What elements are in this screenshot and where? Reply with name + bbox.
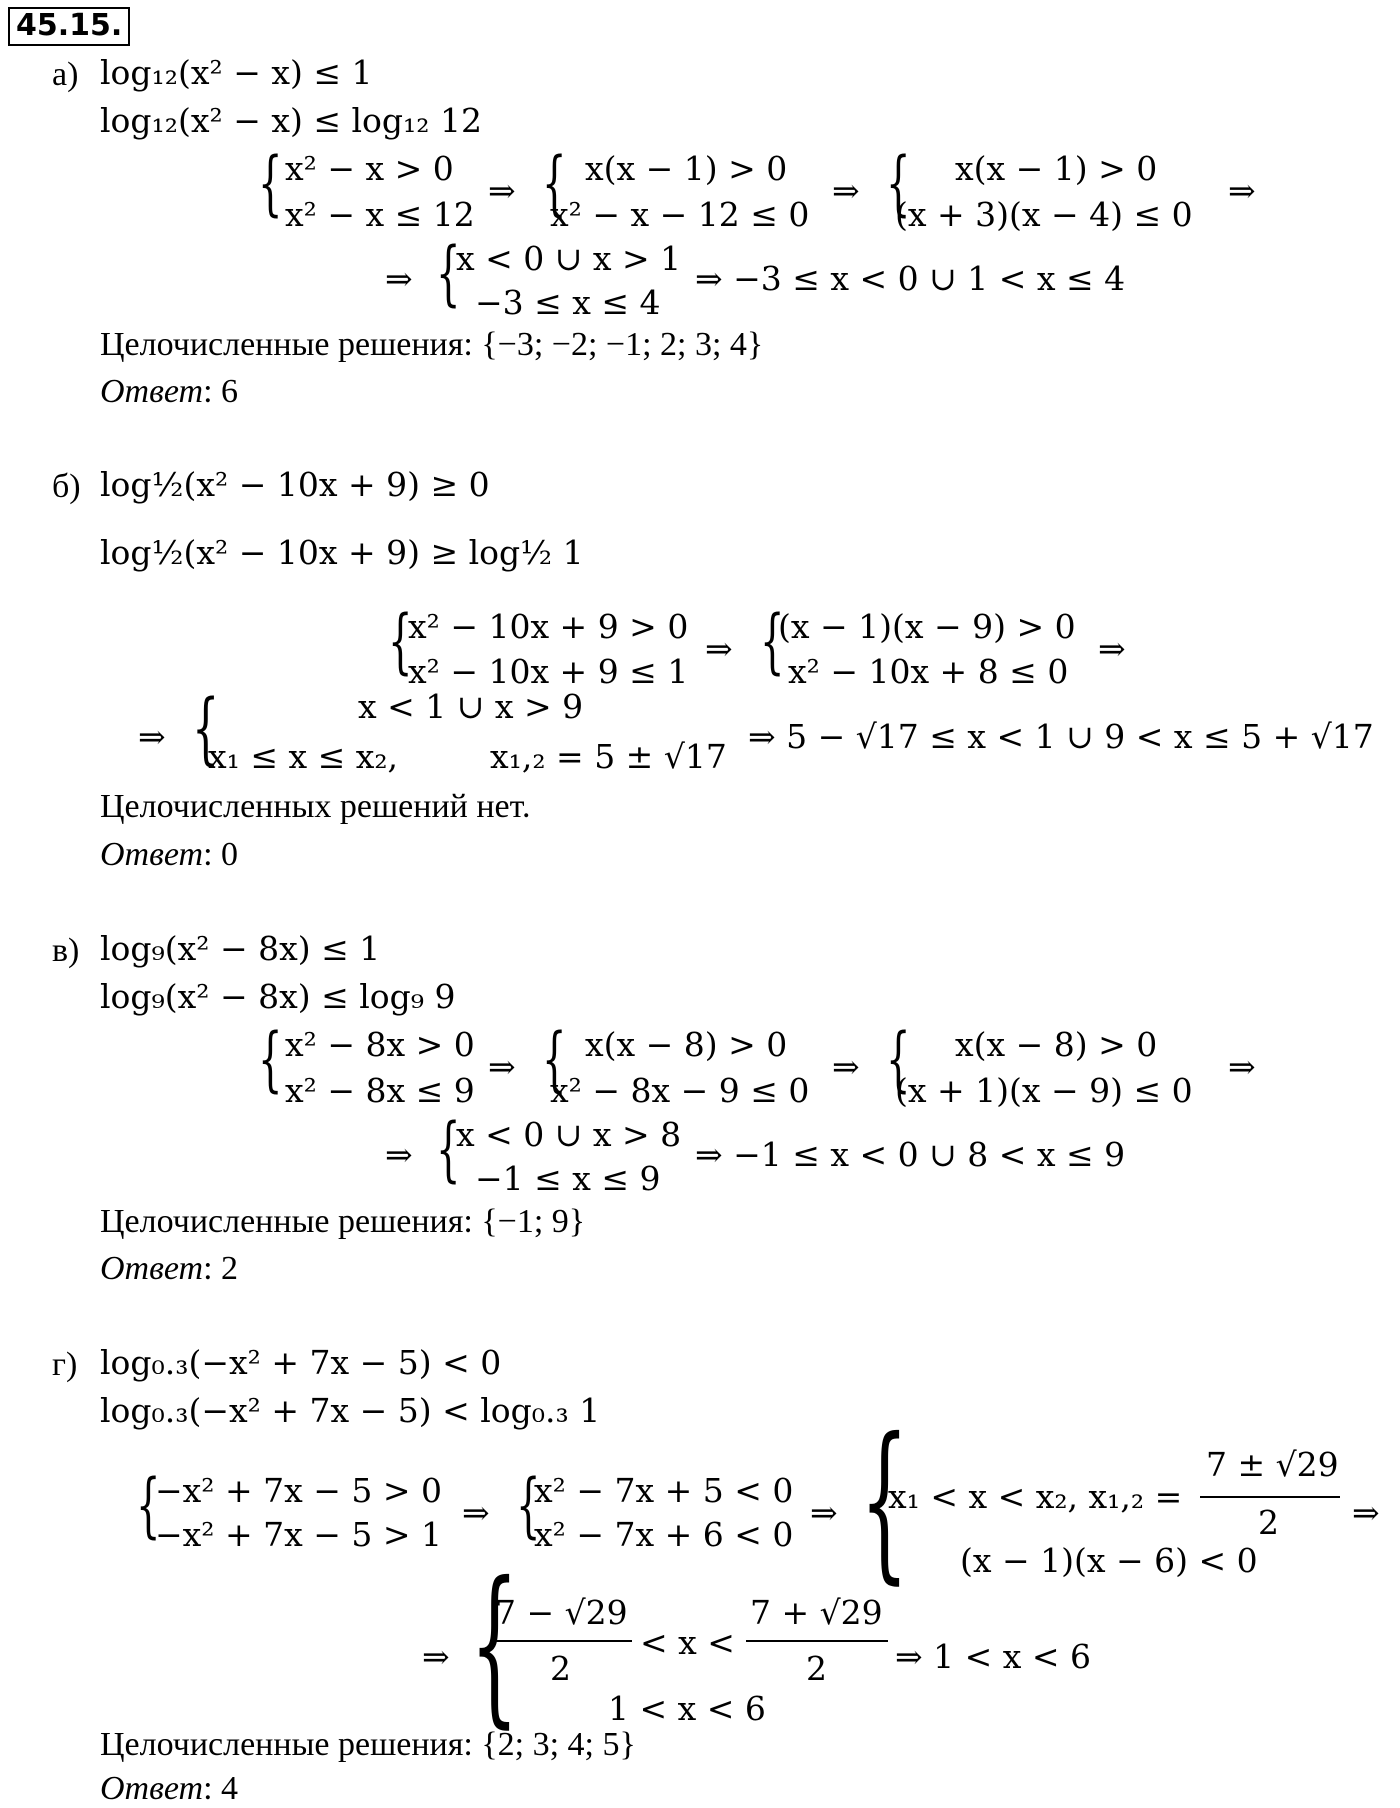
- implies-arrow: ⇒: [1352, 1493, 1380, 1532]
- part-a-sys1-2: x² − x ≤ 12: [285, 195, 475, 234]
- fraction-minus-numerator: 7 − √29: [495, 1593, 628, 1632]
- implies-arrow: ⇒: [810, 1493, 838, 1532]
- part-a-sys3-2: (x + 3)(x − 4) ≤ 0: [895, 195, 1193, 234]
- implies-arrow: ⇒: [385, 259, 413, 298]
- part-a-sys4-2: −3 ≤ x ≤ 4: [475, 283, 661, 322]
- part-c-sys2-2: x² − 8x − 9 ≤ 0: [550, 1071, 810, 1110]
- brace: {: [470, 1546, 519, 1744]
- implies-arrow: ⇒: [705, 629, 733, 668]
- fraction-bar: [1200, 1496, 1340, 1498]
- brace: {: [258, 142, 283, 224]
- part-b-sys2-2: x² − 10x + 8 ≤ 0: [788, 652, 1069, 691]
- implies-arrow: ⇒: [488, 171, 516, 210]
- part-b-sys3-1: x < 1 ∪ x > 9: [358, 687, 584, 726]
- brace: {: [860, 1402, 909, 1600]
- brace: {: [886, 1018, 911, 1100]
- part-a-sys2-1: x(x − 1) > 0: [585, 149, 788, 188]
- part-b-answer: Ответ: 0: [100, 836, 239, 873]
- part-b-line1: log½(x² − 10x + 9) ≥ 0: [100, 465, 490, 504]
- part-c-label: в): [52, 932, 80, 969]
- part-c-integer-solutions: Целочисленные решения: {−1; 9}: [100, 1203, 586, 1240]
- part-c-sys3-1: x(x − 8) > 0: [955, 1025, 1158, 1064]
- part-d-sys3-bottom: (x − 1)(x − 6) < 0: [960, 1541, 1258, 1580]
- part-c-answer: Ответ: 2: [100, 1250, 239, 1287]
- part-a-sys3-1: x(x − 1) > 0: [955, 149, 1158, 188]
- part-c-sys4-1: x < 0 ∪ x > 8: [456, 1115, 682, 1154]
- implies-arrow: ⇒: [138, 717, 166, 756]
- implies-arrow: ⇒: [462, 1493, 490, 1532]
- part-c-result: ⇒ −1 ≤ x < 0 ∪ 8 < x ≤ 9: [695, 1135, 1126, 1174]
- brace: {: [258, 1018, 283, 1100]
- part-d-sys1-2: −x² + 7x − 5 > 1: [155, 1515, 442, 1554]
- implies-arrow: ⇒: [422, 1637, 450, 1676]
- part-a-sys1-1: x² − x > 0: [285, 149, 454, 188]
- part-d-sys4-bottom: 1 < x < 6: [608, 1689, 766, 1728]
- part-d-sys2-2: x² − 7x + 6 < 0: [534, 1515, 794, 1554]
- brace: {: [760, 600, 785, 682]
- part-d-sys2-1: x² − 7x + 5 < 0: [534, 1471, 794, 1510]
- brace: {: [516, 1464, 541, 1546]
- part-c-sys1-2: x² − 8x ≤ 9: [285, 1071, 475, 1110]
- fraction-minus-denominator: 2: [550, 1649, 571, 1688]
- brace: {: [542, 1018, 567, 1100]
- implies-arrow: ⇒: [1098, 629, 1126, 668]
- part-c-line1: log₉(x² − 8x) ≤ 1: [100, 929, 381, 968]
- brace: {: [436, 232, 461, 314]
- part-c-sys1-1: x² − 8x > 0: [285, 1025, 475, 1064]
- fraction-bar: [746, 1640, 888, 1642]
- implies-arrow: ⇒: [385, 1135, 413, 1174]
- part-b-sys1-1: x² − 10x + 9 > 0: [408, 607, 689, 646]
- part-d-result: ⇒ 1 < x < 6: [895, 1637, 1092, 1676]
- part-a-sys4-1: x < 0 ∪ x > 1: [456, 239, 682, 278]
- implies-arrow: ⇒: [488, 1047, 516, 1086]
- brace: {: [192, 684, 220, 774]
- part-c-line2: log₉(x² − 8x) ≤ log₉ 9: [100, 977, 456, 1016]
- part-b-sys3-3: x₁,₂ = 5 ± √17: [490, 737, 727, 776]
- part-a-line1: log₁₂(x² − x) ≤ 1: [100, 53, 373, 92]
- part-d-sys3-top: x₁ < x < x₂, x₁,₂ =: [888, 1477, 1183, 1516]
- part-b-sys3-2: x₁ ≤ x ≤ x₂,: [208, 737, 399, 776]
- fraction-bar: [490, 1640, 632, 1642]
- brace: {: [542, 142, 567, 224]
- part-d-lt-x-lt: < x <: [640, 1623, 735, 1662]
- part-b-line2: log½(x² − 10x + 9) ≥ log½ 1: [100, 533, 584, 572]
- part-d-sys1-1: −x² + 7x − 5 > 0: [155, 1471, 442, 1510]
- part-b-label: б): [52, 468, 81, 505]
- part-b-integer-solutions: Целочисленных решений нет.: [100, 788, 531, 825]
- fraction-plus-numerator: 7 + √29: [750, 1593, 883, 1632]
- part-c-sys4-2: −1 ≤ x ≤ 9: [475, 1159, 661, 1198]
- part-b-sys1-2: x² − 10x + 9 ≤ 1: [408, 652, 689, 691]
- part-a-result: ⇒ −3 ≤ x < 0 ∪ 1 < x ≤ 4: [695, 259, 1126, 298]
- part-d-label: г): [52, 1346, 78, 1383]
- brace: {: [436, 1108, 461, 1190]
- part-d-answer: Ответ: 4: [100, 1770, 239, 1807]
- fraction-plus-denominator: 2: [806, 1649, 827, 1688]
- fraction-pm-numerator: 7 ± √29: [1206, 1445, 1339, 1484]
- implies-arrow: ⇒: [1228, 1047, 1256, 1086]
- implies-arrow: ⇒: [1228, 171, 1256, 210]
- part-d-line2: log₀.₃(−x² + 7x − 5) < log₀.₃ 1: [100, 1391, 601, 1430]
- part-a-answer: Ответ: 6: [100, 373, 239, 410]
- implies-arrow: ⇒: [832, 1047, 860, 1086]
- part-a-line2: log₁₂(x² − x) ≤ log₁₂ 12: [100, 101, 482, 140]
- part-c-sys3-2: (x + 1)(x − 9) ≤ 0: [895, 1071, 1193, 1110]
- fraction-pm-denominator: 2: [1258, 1503, 1279, 1542]
- implies-arrow: ⇒: [832, 171, 860, 210]
- problem-number: 45.15.: [8, 7, 130, 46]
- brace: {: [136, 1464, 161, 1546]
- part-d-integer-solutions: Целочисленные решения: {2; 3; 4; 5}: [100, 1726, 636, 1763]
- brace: {: [886, 142, 911, 224]
- part-a-integer-solutions: Целочисленные решения: {−3; −2; −1; 2; 3; 4}: [100, 326, 764, 363]
- brace: {: [388, 600, 413, 682]
- part-a-label: а): [52, 56, 79, 93]
- part-c-sys2-1: x(x − 8) > 0: [585, 1025, 788, 1064]
- part-d-line1: log₀.₃(−x² + 7x − 5) < 0: [100, 1343, 502, 1382]
- part-b-result: ⇒ 5 − √17 ≤ x < 1 ∪ 9 < x ≤ 5 + √17: [748, 717, 1374, 756]
- part-b-sys2-1: (x − 1)(x − 9) > 0: [778, 607, 1076, 646]
- part-a-sys2-2: x² − x − 12 ≤ 0: [550, 195, 810, 234]
